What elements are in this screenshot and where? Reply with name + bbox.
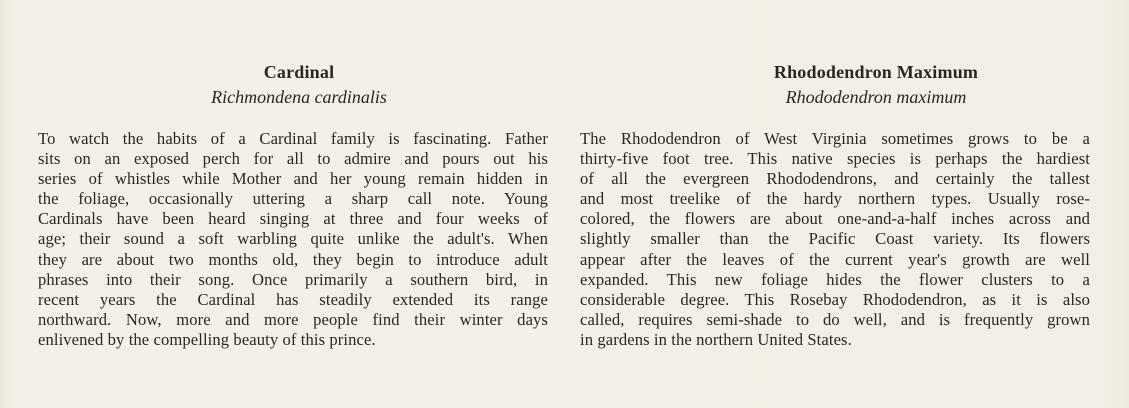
text-line: and most treelike of the hardy northern types. Usually rose- — [580, 189, 1090, 209]
text-line: thirty-five foot tree. This native species is perhaps the hardiest — [580, 149, 1090, 169]
text-line: age; their sound a soft warbling quite unlike the adult's. When — [38, 229, 548, 249]
text-line: called, requires semi-shade to do well, and is frequently grown — [580, 309, 1090, 329]
text-line: in gardens in the northern United States. — [580, 329, 852, 349]
text-line: appear after the leaves of the current year's growth are well — [580, 249, 1090, 269]
text-line: Cardinals have been heard singing at three and four weeks of — [38, 209, 548, 229]
rhododendron-description — [580, 129, 1090, 350]
text-line: colored, the flowers are about one-and-a-half inches across and — [580, 209, 1090, 229]
text-line: recent years the Cardinal has steadily extended its range — [38, 289, 548, 309]
text-line: slightly smaller than the Pacific Coast variety. Its flowers — [580, 229, 1090, 249]
rhododendron-section — [580, 60, 1090, 350]
text-line: considerable degree. This Rosebay Rhododendron, as it is also — [580, 289, 1090, 309]
text-line: series of whistles while Mother and her young remain hidden in — [38, 169, 548, 189]
text-line: The Rhododendron of West Virginia sometimes grows to be a — [580, 129, 1090, 148]
text-line: To watch the habits of a Cardinal family is fascinating. Father — [38, 129, 548, 148]
text-line: they are about two months old, they begin to introduce adult — [38, 249, 548, 269]
cardinal-title: Cardinal — [263, 62, 335, 82]
text-line: expanded. This new foliage hides the flower clusters to a — [580, 269, 1090, 289]
text-line: northward. Now, more and more people find their winter days — [38, 309, 548, 329]
cardinal-description — [38, 129, 548, 350]
text-line: the foliage, occasionally uttering a sharp call note. Young — [38, 189, 548, 209]
text-line: of all the evergreen Rhododendrons, and certainly the tallest — [580, 169, 1090, 189]
cardinal-section — [38, 60, 548, 350]
rhododendron-title: Rhododendron Maximum — [773, 62, 979, 82]
cardinal-scientific-name: Richmondena cardinalis — [211, 87, 387, 107]
text-line: sits on an exposed perch for all to admire and pours out his — [38, 149, 548, 169]
rhododendron-scientific-name: Rhododendron maximum — [785, 87, 967, 107]
text-line: enlivened by the compelling beauty of this prince. — [38, 329, 376, 349]
text-line: phrases into their song. Once primarily a southern bird, in — [38, 269, 548, 289]
